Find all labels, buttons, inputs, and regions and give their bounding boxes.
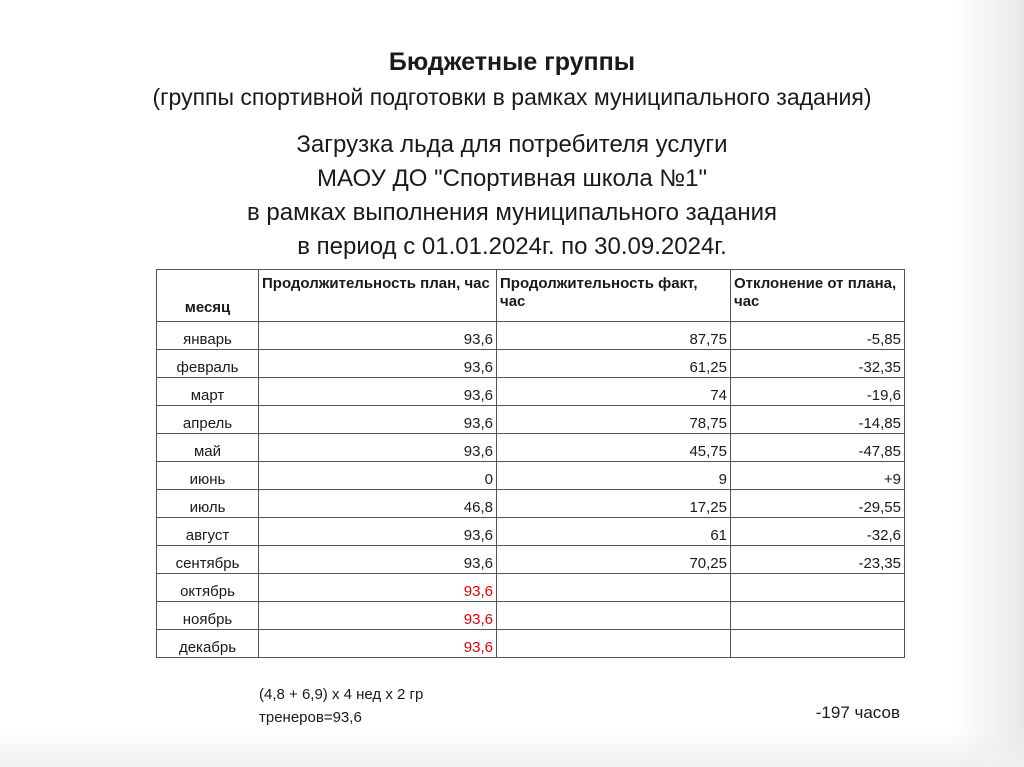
cell-deviation (731, 602, 905, 630)
table-row (157, 630, 905, 658)
cell-plan: 46,8 (259, 490, 497, 518)
table-row (157, 406, 905, 434)
page-title: Бюджетные группы (388, 48, 636, 76)
note-line: (4,8 + 6,9) х 4 нед х 2 гр (259, 686, 424, 703)
page-edge-shadow (954, 0, 1024, 767)
table-row (157, 322, 905, 350)
heading-line: Загрузка льда для потребителя услуги (296, 131, 728, 158)
cell-plan: 93,6 (259, 602, 497, 630)
cell-fact: 9 (497, 462, 731, 490)
cell-fact: 17,25 (497, 490, 731, 518)
cell-plan: 93,6 (259, 322, 497, 350)
report-heading (0, 128, 1024, 264)
cell-month: декабрь (157, 630, 259, 658)
cell-deviation: -14,85 (731, 406, 905, 434)
cell-month: март (157, 378, 259, 406)
cell-plan: 93,6 (259, 574, 497, 602)
cell-month: апрель (157, 406, 259, 434)
cell-plan: 93,6 (259, 546, 497, 574)
cell-plan: 93,6 (259, 434, 497, 462)
cell-fact: 74 (497, 378, 731, 406)
cell-deviation: +9 (731, 462, 905, 490)
cell-deviation (731, 630, 905, 658)
table-row (157, 350, 905, 378)
cell-month: февраль (157, 350, 259, 378)
cell-plan: 93,6 (259, 406, 497, 434)
cell-deviation: -47,85 (731, 434, 905, 462)
cell-fact: 87,75 (497, 322, 731, 350)
cell-month: июль (157, 490, 259, 518)
cell-fact: 70,25 (497, 546, 731, 574)
total-deviation: -197 часов (815, 703, 900, 722)
table-row (157, 602, 905, 630)
column-header-deviation: Отклонение от плана, час (731, 270, 905, 322)
column-header-fact: Продолжительность факт, час (497, 270, 731, 322)
table-row (157, 546, 905, 574)
column-header-month: месяц (157, 270, 259, 322)
cell-fact (497, 602, 731, 630)
page-subtitle: (группы спортивной подготовки в рамках муниципального задания) (152, 84, 872, 110)
cell-month: январь (157, 322, 259, 350)
table-row (157, 518, 905, 546)
cell-month: май (157, 434, 259, 462)
table-row (157, 490, 905, 518)
cell-month: август (157, 518, 259, 546)
cell-fact: 61 (497, 518, 731, 546)
cell-fact: 45,75 (497, 434, 731, 462)
cell-deviation: -5,85 (731, 322, 905, 350)
table-row (157, 434, 905, 462)
column-header-plan: Продолжительность план, час (259, 270, 497, 322)
ice-load-table (156, 269, 905, 658)
table-header-row (157, 270, 905, 322)
table-row (157, 574, 905, 602)
cell-plan: 93,6 (259, 630, 497, 658)
table-row (157, 462, 905, 490)
cell-deviation: -32,6 (731, 518, 905, 546)
cell-fact: 78,75 (497, 406, 731, 434)
cell-plan: 93,6 (259, 518, 497, 546)
cell-deviation (731, 574, 905, 602)
cell-plan: 0 (259, 462, 497, 490)
cell-deviation: -29,55 (731, 490, 905, 518)
cell-fact (497, 630, 731, 658)
page-bottom-shadow (0, 727, 1024, 767)
heading-line: МАОУ ДО "Спортивная школа №1" (316, 165, 708, 192)
cell-deviation: -19,6 (731, 378, 905, 406)
note-line: тренеров=93,6 (259, 709, 362, 726)
cell-plan: 93,6 (259, 378, 497, 406)
cell-deviation: -32,35 (731, 350, 905, 378)
cell-fact: 61,25 (497, 350, 731, 378)
cell-plan: 93,6 (259, 350, 497, 378)
plan-calculation-note (259, 683, 509, 729)
cell-deviation: -23,35 (731, 546, 905, 574)
cell-fact (497, 574, 731, 602)
table-body (157, 322, 905, 658)
cell-month: сентябрь (157, 546, 259, 574)
heading-line: в рамках выполнения муниципального задания (246, 199, 778, 226)
cell-month: ноябрь (157, 602, 259, 630)
heading-line: в период с 01.01.2024г. по 30.09.2024г. (297, 233, 727, 260)
cell-month: июнь (157, 462, 259, 490)
table-row (157, 378, 905, 406)
cell-month: октябрь (157, 574, 259, 602)
